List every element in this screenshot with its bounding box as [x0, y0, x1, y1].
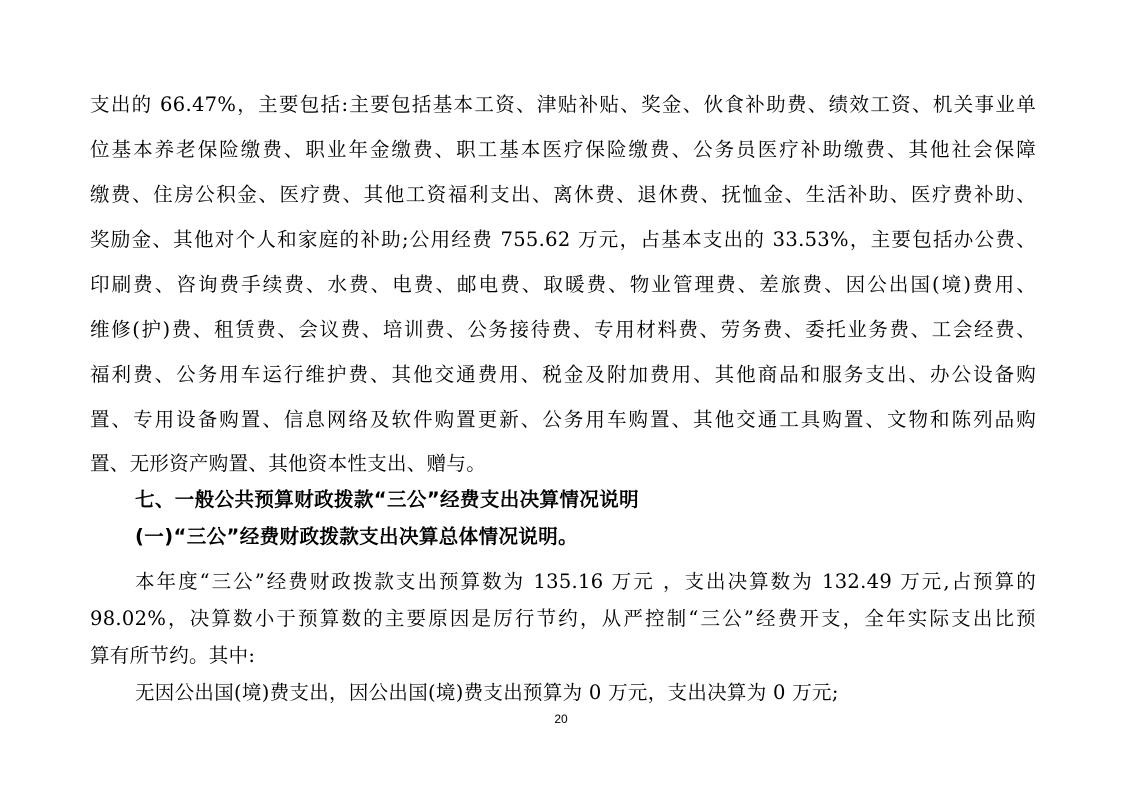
paragraph-3: 无因公出国(境)费支出，因公出国(境)费支出预算为 0 万元，支出决算为 0 万元;	[135, 681, 839, 704]
paragraph-1-line-5: 印刷费、咨询费手续费、水费、电费、邮电费、取暖费、物业管理费、差旅费、因公出国(境)费用、	[90, 273, 1036, 296]
paragraph-1-line-2: 位基本养老保险缴费、职业年金缴费、职工基本医疗保险缴费、公务员医疗补助缴费、其他社会保障	[90, 138, 1036, 161]
paragraph-1-line-4: 奖励金、其他对个人和家庭的补助;公用经费 755.62 万元，占基本支出的 33.53%，主要包括办公费、	[90, 228, 1036, 251]
paragraph-1-line-9: 置、无形资产购置、其他资本性支出、赠与。	[90, 452, 487, 475]
paragraph-2-line-1: 本年度“三公”经费财政拨款支出预算数为 135.16 万元 ，支出决算数为 132.49 万元,占预算的	[135, 570, 1036, 593]
section-heading-7: 七、一般公共预算财政拨款“三公”经费支出决算情况说明	[135, 488, 640, 511]
paragraph-1-line-7: 福利费、公务用车运行维护费、其他交通费用、税金及附加费用、其他商品和服务支出、办公设备购	[90, 363, 1036, 386]
paragraph-1-line-6: 维修(护)费、租赁费、会议费、培训费、公务接待费、专用材料费、劳务费、委托业务费、工会经费、	[90, 318, 1036, 341]
paragraph-1-line-8: 置、专用设备购置、信息网络及软件购置更新、公务用车购置、其他交通工具购置、文物和陈列品购	[90, 408, 1036, 431]
subsection-heading-7-1: (一)“三公”经费财政拨款支出决算总体情况说明。	[135, 525, 579, 548]
paragraph-1-line-3: 缴费、住房公积金、医疗费、其他工资福利支出、离休费、退休费、抚恤金、生活补助、医疗费补助、	[90, 183, 1036, 206]
page-number: 20	[554, 712, 568, 726]
paragraph-2-line-2: 98.02%，决算数小于预算数的主要原因是厉行节约，从严控制“三公”经费开支，全年实际支出比预	[90, 607, 1036, 630]
paragraph-2-line-3: 算有所节约。其中:	[90, 644, 256, 667]
paragraph-1-line-1: 支出的 66.47%，主要包括:主要包括基本工资、津贴补贴、奖金、伙食补助费、绩效工资、机关事业单	[90, 93, 1036, 116]
